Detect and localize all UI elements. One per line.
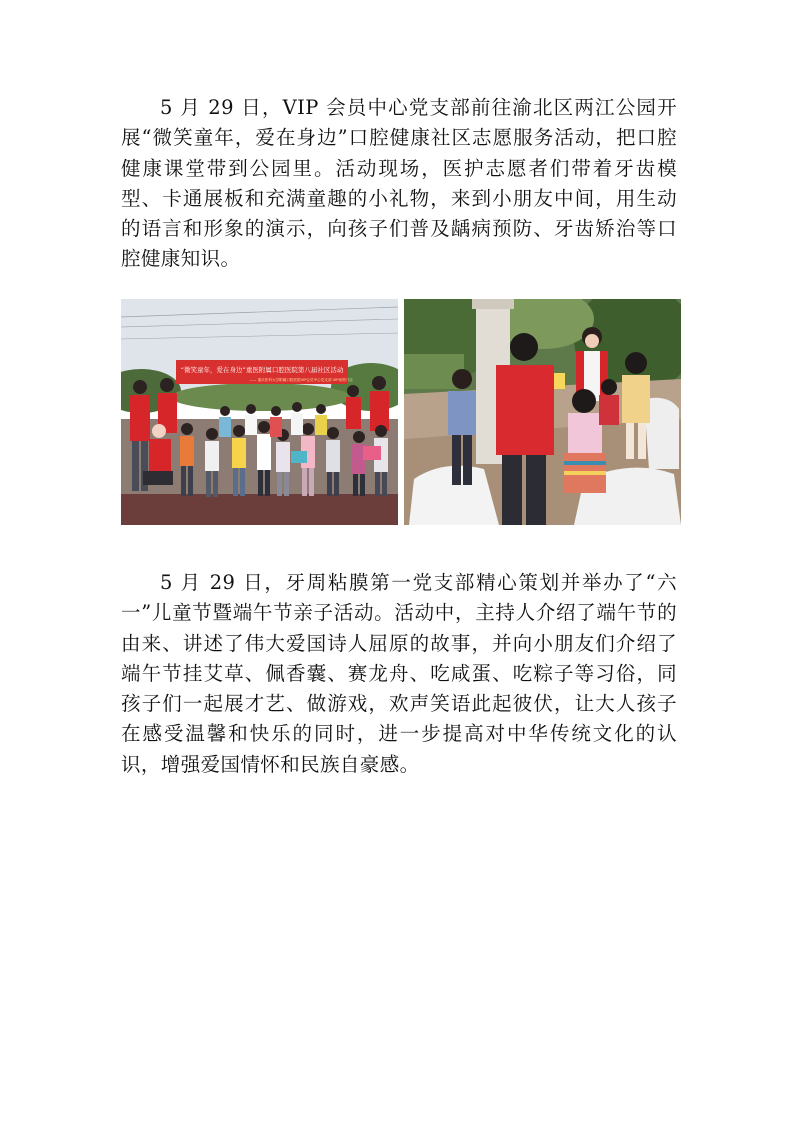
group-photo <box>121 299 398 525</box>
paragraph-oral-health-activity: 5 月 29 日，VIP 会员中心党支部前往渝北区两江公园开展“微笑童年，爱在身边”口腔健康社区志愿服务活动，把口腔健康课堂带到公园里。活动现场，医护志愿者们带着牙齿模型、卡通展板和充满童趣的小礼物，来到小朋友中间，用生动的语言和形象的演示，向孩子们普及龋病预防、牙齿矫治等口腔健康知识。 <box>121 96 677 271</box>
paragraph-childrens-day-activity: 5 月 29 日，牙周粘膜第一党支部精心策划并举办了“六一”儿童节暨端午节亲子活动。活动中，主持人介绍了端午节的由来、讲述了伟大爱国诗人屈原的故事，并向小朋友们介绍了端午节挂艾草、佩香囊、赛龙舟、吃咸蛋、吃粽子等习俗，同孩子们一起展才艺、做游戏，欢声笑语此起彼伏，让大人孩子在感受温馨和快乐的同时，进一步提高对中华传统文化的认识，增强爱国情怀和民族自豪感。 <box>121 571 677 776</box>
banner-main-text: “微笑童年，爱在身边”重医附属口腔医院第八届社区活动 <box>180 366 344 374</box>
banner-sub-text: —— 重庆医科大学附属口腔医院VIP会员中心党支部 VIP场馆门店 <box>249 378 353 382</box>
teaching-photo <box>404 299 681 525</box>
